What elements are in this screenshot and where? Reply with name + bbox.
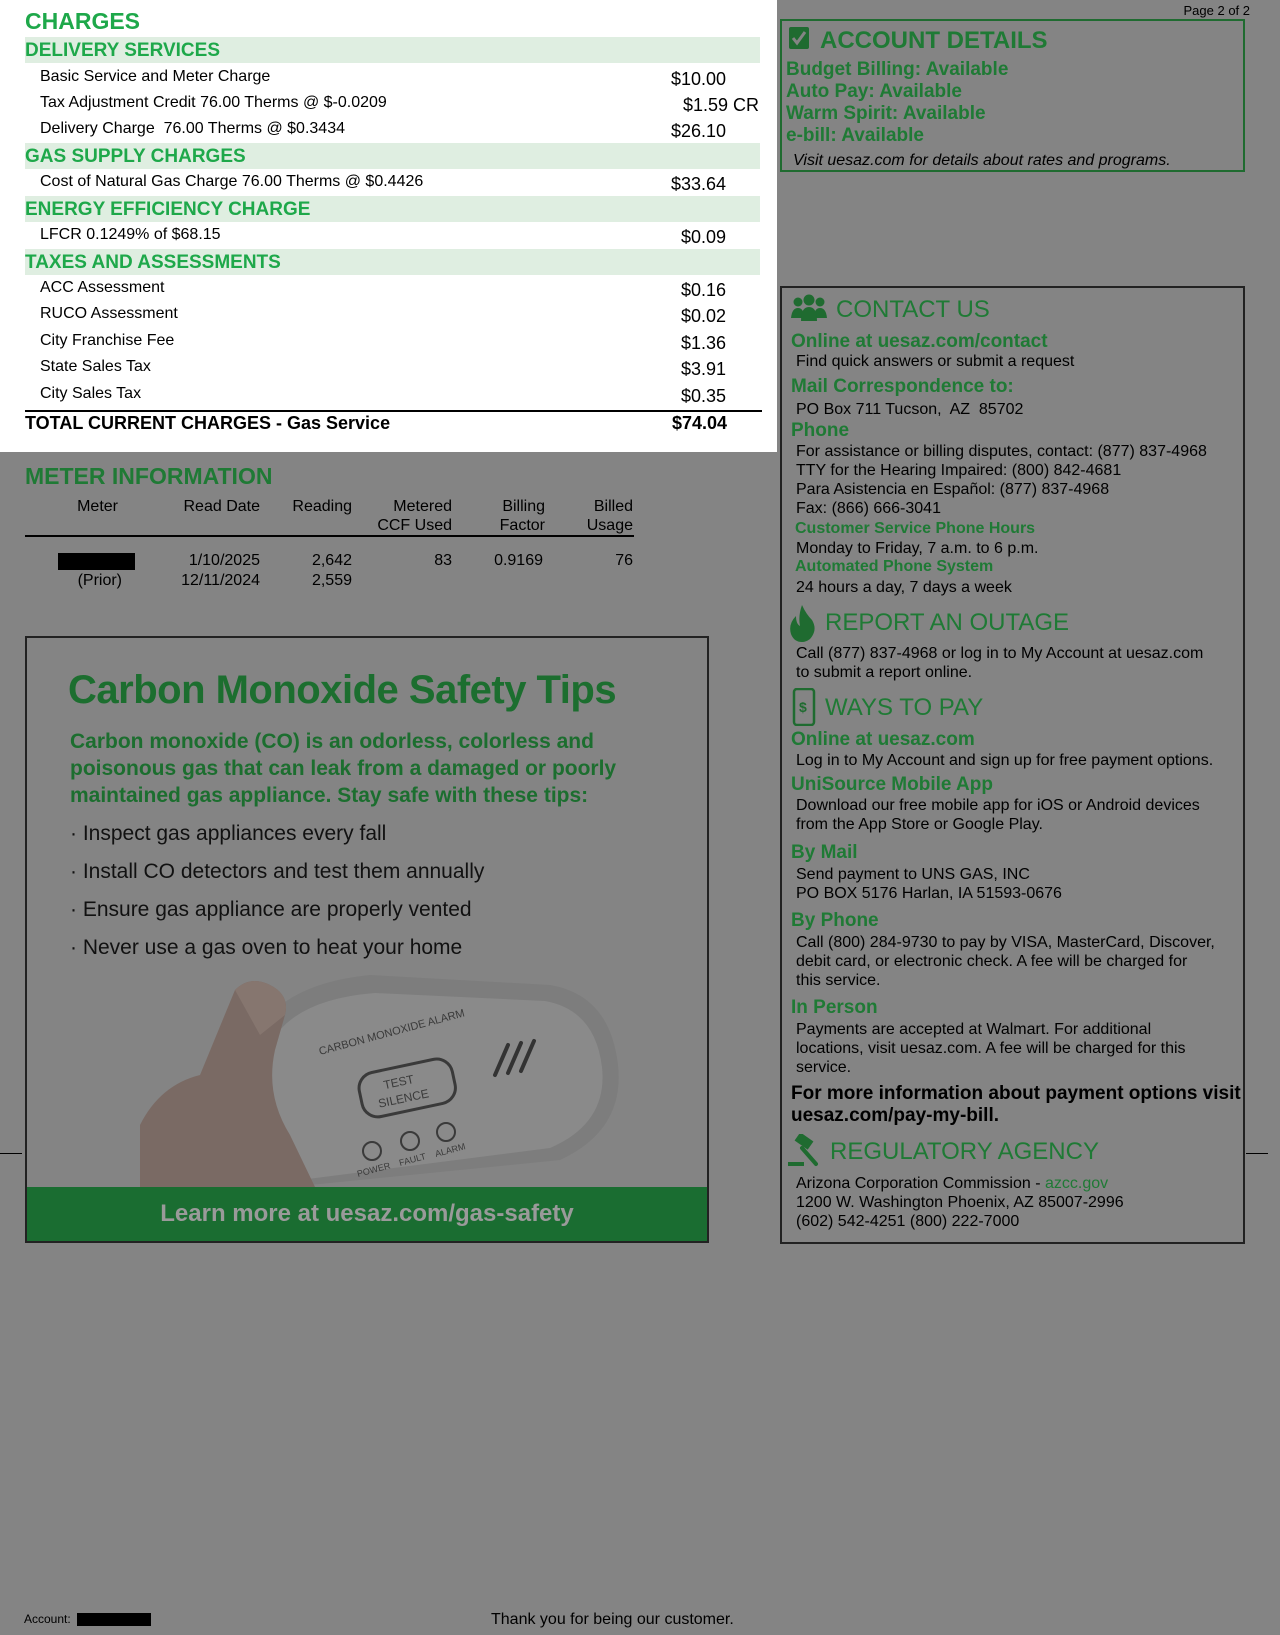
- meter-info-title: METER INFORMATION: [25, 463, 273, 489]
- co-tip: · Never use a gas oven to heat your home: [70, 936, 463, 959]
- account-detail-item: Auto Pay: Available: [786, 81, 962, 102]
- billing-factor: 0.9169: [494, 552, 543, 569]
- phone-line: For assistance or billing disputes, contact: (877) 837-4968: [796, 443, 1207, 460]
- redacted-meter-number: [58, 553, 135, 570]
- gavel-icon: [786, 1134, 822, 1168]
- by-phone-text: Call (800) 284-9730 to pay by VISA, MasterCard, Discover, debit card, or electronic check. A fee will be charged for this service.: [796, 934, 1215, 989]
- section-header-taxes: TAXES AND ASSESSMENTS: [25, 249, 760, 275]
- footer-account: [24, 1612, 71, 1626]
- metered-col-header: Metered CCF Used: [377, 498, 452, 534]
- contact-mail-label: Mail Correspondence to:: [791, 376, 1014, 397]
- people-icon: [790, 294, 828, 322]
- current-reading: 2,642: [311, 552, 352, 569]
- account-details-title: ACCOUNT DETAILS: [820, 27, 1048, 54]
- co-alarm-image: [140, 955, 640, 1187]
- billed-usage: 76: [615, 552, 633, 569]
- mobile-app-text: Download our free mobile app for iOS or Android devices from the App Store or Google Play.: [796, 797, 1200, 833]
- ways-to-pay-title: WAYS TO PAY: [825, 694, 984, 721]
- charge-row: LFCR 0.1249% of $68.15 $0.09: [40, 226, 726, 247]
- fault-label: FAULT: [397, 1151, 427, 1168]
- section-header-gas-supply: GAS SUPPLY CHARGES: [25, 143, 760, 169]
- footer-thanks: Thank you for being our customer.: [491, 1611, 734, 1628]
- contact-mail-text: PO Box 711 Tucson, AZ 85702: [796, 401, 1024, 418]
- charge-row: State Sales Tax $3.91: [40, 358, 726, 379]
- alarm-light-label: ALARM: [433, 1141, 467, 1159]
- fold-mark-right: [1246, 1153, 1268, 1154]
- flame-icon: [788, 604, 816, 642]
- reading-col-header: Reading: [292, 498, 352, 515]
- charge-row: Delivery Charge 76.00 Therms @ $0.3434 $26.10: [40, 120, 726, 141]
- co-tip: · Install CO detectors and test them annually: [70, 860, 485, 883]
- charge-row: RUCO Assessment $0.02: [40, 305, 726, 326]
- contact-us-title: CONTACT US: [836, 296, 990, 323]
- pay-more-info: For more information about payment options visit uesaz.com/pay-my-bill.: [791, 1083, 1241, 1126]
- in-person-label: In Person: [791, 997, 878, 1018]
- phone-hours-label: Customer Service Phone Hours: [795, 520, 1036, 537]
- co-alarm-device: [250, 975, 619, 1187]
- phone-line: Fax: (866) 666-3041: [796, 500, 941, 517]
- co-safety-title: Carbon Monoxide Safety Tips: [68, 668, 617, 712]
- section-header-energy-efficiency: ENERGY EFFICIENCY CHARGE: [25, 196, 760, 222]
- phone-hours-text: Monday to Friday, 7 a.m. to 6 p.m.: [796, 540, 1039, 557]
- meter-header-divider: [25, 535, 634, 537]
- account-detail-item: e-bill: Available: [786, 125, 924, 146]
- checkbox-icon: [789, 27, 809, 49]
- by-mail-label: By Mail: [791, 842, 858, 863]
- automated-system-label: Automated Phone System: [795, 558, 994, 575]
- read-date-col-header: Read Date: [183, 498, 260, 515]
- regulatory-phones: (602) 542-4251 (800) 222-7000: [796, 1213, 1020, 1230]
- contact-phone-label: Phone: [791, 420, 850, 441]
- total-amount: $74.04: [671, 413, 727, 433]
- in-person-text: Payments are accepted at Walmart. For additional locations, visit uesaz.com. A fee will be charged for this service.: [796, 1021, 1186, 1076]
- co-safety-intro: Carbon monoxide (CO) is an odorless, colorless and poisonous gas that can leak from a damaged or poorly maintained gas appliance. Stay safe with these tips:: [70, 730, 617, 807]
- power-label: POWER: [355, 1160, 392, 1179]
- meter-col-header: Meter: [77, 498, 118, 515]
- ccf-used: 83: [434, 552, 452, 569]
- pay-online-text: Log in to My Account and sign up for free payment options.: [796, 752, 1214, 769]
- prior-read-date: 12/11/2024: [181, 572, 260, 589]
- by-mail-text: Send payment to UNS GAS, INC PO BOX 5176 Harlan, IA 51593-0676: [796, 866, 1062, 902]
- co-tip: · Ensure gas appliance are properly vented: [70, 898, 472, 921]
- regulatory-line1: Arizona Corporation Commission - azcc.gov: [796, 1175, 1109, 1192]
- azcc-link[interactable]: azcc.gov: [1044, 1175, 1109, 1192]
- report-outage-title: REPORT AN OUTAGE: [825, 609, 1070, 636]
- regulatory-agency-title: REGULATORY AGENCY: [830, 1138, 1099, 1165]
- redacted-account-number: [77, 1613, 151, 1626]
- billed-usage-col-header: Billed Usage: [586, 498, 633, 534]
- fold-mark-left: [0, 1153, 22, 1154]
- by-phone-label: By Phone: [791, 910, 879, 931]
- automated-system-text: 24 hours a day, 7 days a week: [796, 579, 1012, 596]
- total-current-charges: [25, 411, 725, 437]
- mobile-pay-icon: [792, 688, 816, 726]
- phone-line: TTY for the Hearing Impaired: (800) 842-4681: [796, 462, 1122, 479]
- charges-title: CHARGES: [25, 8, 141, 34]
- account-detail-item: Warm Spirit: Available: [786, 103, 986, 124]
- total-label: TOTAL CURRENT CHARGES - Gas Service: [25, 413, 391, 433]
- account-detail-item: Budget Billing: Available: [786, 59, 1009, 80]
- charge-row: Basic Service and Meter Charge $10.00: [40, 68, 726, 89]
- footer-account-label: Account:: [24, 1612, 71, 1626]
- account-details-note: Visit uesaz.com for details about rates and programs.: [793, 152, 1171, 169]
- alarm-test-label: TEST: [382, 1072, 416, 1093]
- charge-row: Cost of Natural Gas Charge 76.00 Therms @ $0.4426 $33.64: [40, 173, 726, 194]
- regulatory-address: 1200 W. Washington Phoenix, AZ 85007-2996: [796, 1194, 1124, 1211]
- contact-online-text: Find quick answers or submit a request: [796, 353, 1075, 370]
- co-safety-link[interactable]: Learn more at uesaz.com/gas-safety: [160, 1200, 574, 1227]
- billing-factor-col-header: Billing Factor: [499, 498, 545, 534]
- prior-label: (Prior): [77, 572, 122, 589]
- co-tip: · Inspect gas appliances every fall: [70, 822, 387, 845]
- alarm-silence-label: SILENCE: [376, 1086, 431, 1111]
- charge-row: Tax Adjustment Credit 76.00 Therms @ $-0.0209 $1.59 CR: [40, 94, 759, 115]
- alarm-label: CARBON MONOXIDE ALARM: [317, 1007, 467, 1058]
- prior-reading: 2,559: [311, 572, 352, 589]
- charge-row: City Sales Tax $0.35: [40, 385, 726, 406]
- current-read-date: 1/10/2025: [188, 552, 260, 569]
- svg-text:$: $: [799, 699, 807, 715]
- charge-row: ACC Assessment $0.16: [40, 279, 726, 300]
- contact-online-label[interactable]: Online at uesaz.com/contact: [791, 331, 1048, 352]
- mobile-app-label[interactable]: UniSource Mobile App: [791, 774, 993, 795]
- section-header-delivery: DELIVERY SERVICES: [25, 37, 760, 63]
- report-outage-text: Call (877) 837-4968 or log in to My Account at uesaz.com to submit a report online.: [796, 645, 1204, 681]
- page-number: Page 2 of 2: [1183, 3, 1250, 18]
- charge-row: City Franchise Fee $1.36: [40, 332, 726, 353]
- pay-online-label[interactable]: Online at uesaz.com: [791, 729, 975, 750]
- phone-line: Para Asistencia en Español: (877) 837-4968: [796, 481, 1110, 498]
